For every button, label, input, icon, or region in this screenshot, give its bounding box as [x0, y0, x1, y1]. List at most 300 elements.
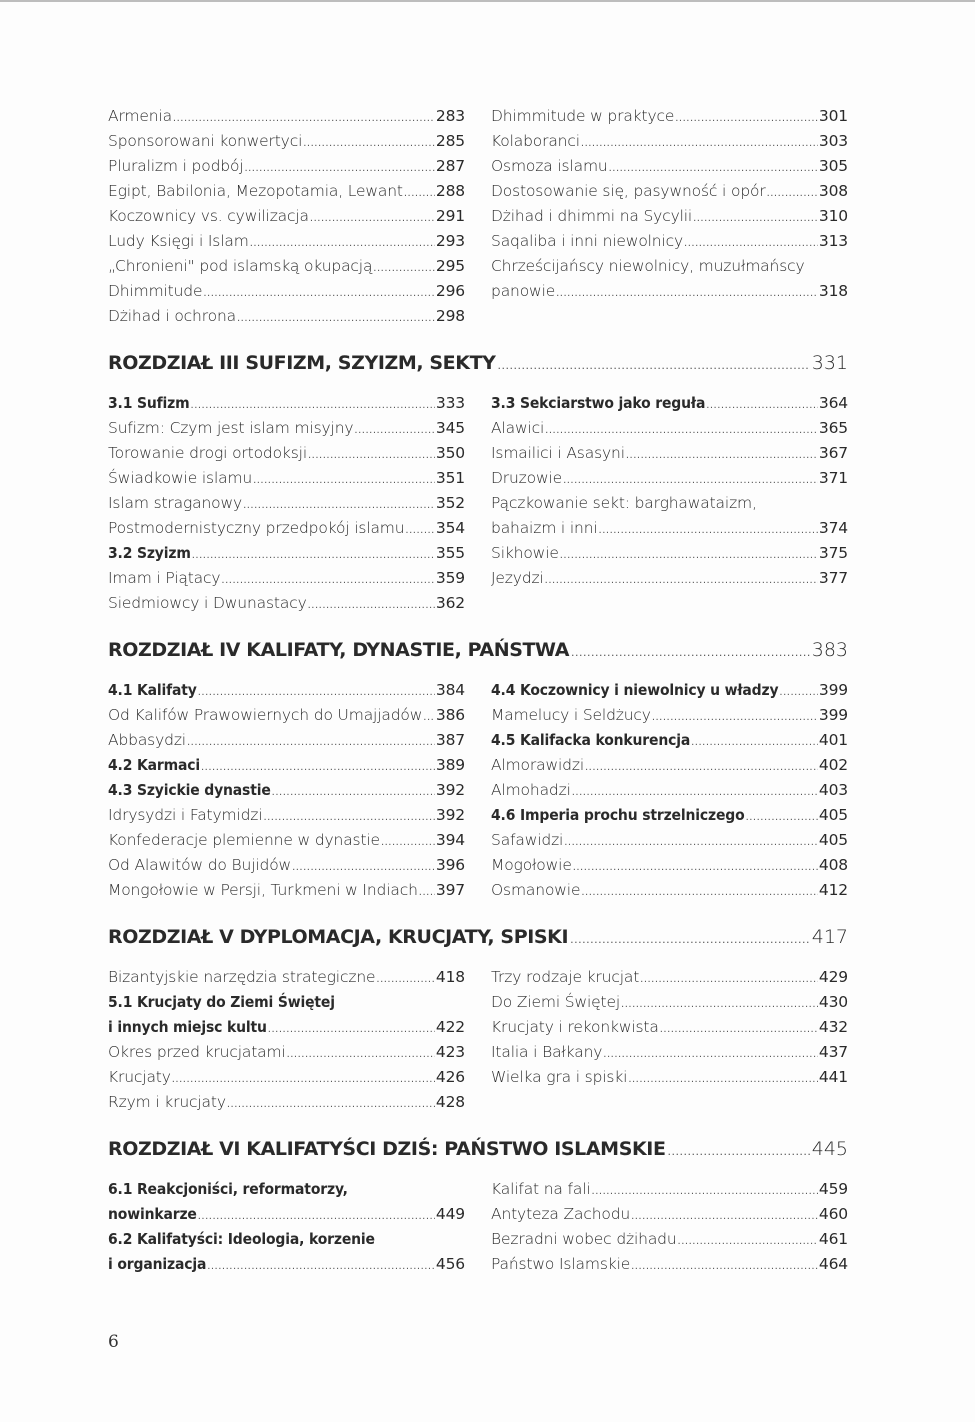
dot-leader	[381, 828, 435, 853]
toc-entry[interactable]	[108, 878, 465, 903]
dot-leader	[419, 878, 435, 903]
entry-page-number: 375	[818, 544, 848, 562]
entry-title: Pączkowanie sekt: barghawataizm,	[491, 494, 757, 512]
entry-page-number: 288	[435, 182, 465, 200]
entry-title: Dżihad i ochrona	[108, 307, 236, 325]
entry-title: Koczownicy vs. cywilizacja	[108, 207, 309, 225]
toc-section-entry[interactable]	[108, 391, 465, 416]
entry-title: Abbasydzi	[108, 731, 186, 749]
chapter-title: ROZDZIAŁ IV KALIFATY, DYNASTIE, PAŃSTWA	[108, 639, 570, 661]
entry-title: Osmoza islamu	[491, 157, 608, 175]
dot-leader	[198, 1202, 435, 1227]
dot-leader	[237, 304, 435, 329]
dot-leader	[287, 1040, 435, 1065]
entry-page-number: 345	[435, 419, 465, 437]
entry-title: 6.2 Kalifatyści: Ideologia, korzenie	[108, 1230, 375, 1248]
dot-leader	[272, 778, 435, 803]
entry-page-number: 291	[435, 207, 465, 225]
entry-page-number: 362	[435, 594, 465, 612]
entry-title: Druzowie	[491, 469, 563, 487]
dot-leader	[560, 541, 818, 566]
entry-page-number: 461	[818, 1230, 848, 1248]
toc-entry[interactable]	[108, 441, 465, 466]
toc-columns	[108, 391, 848, 616]
dot-leader	[640, 965, 818, 990]
dot-leader	[631, 1252, 818, 1277]
chapter-title: ROZDZIAŁ III SUFIZM, SZYIZM, SEKTY	[108, 352, 496, 374]
dot-leader	[581, 129, 818, 154]
entry-page-number: 296	[435, 282, 465, 300]
entry-title: Torowanie drogi ortodoksji	[108, 444, 307, 462]
entry-page-number: 354	[435, 519, 465, 537]
toc-entry[interactable]	[491, 491, 848, 516]
top-rule	[0, 0, 975, 2]
toc-entry[interactable]	[108, 1065, 465, 1090]
entry-page-number: 399	[818, 706, 848, 724]
entry-title: Kolaboranci	[491, 132, 580, 150]
entry-page-number: 318	[818, 282, 848, 300]
toc-entry[interactable]	[491, 541, 848, 566]
toc-entry[interactable]	[108, 591, 465, 616]
dot-leader	[581, 878, 818, 903]
entry-page-number: 374	[818, 519, 848, 537]
chapter-page-number: 417	[811, 926, 848, 948]
entry-title: Mogołowie	[491, 856, 572, 874]
dot-leader	[660, 1015, 818, 1040]
entry-title: Saqaliba i inni niewolnicy	[491, 232, 684, 250]
toc-entry[interactable]	[108, 1090, 465, 1115]
entry-title: „Chronieni" pod islamską okupacją	[108, 257, 373, 275]
dot-leader	[691, 728, 818, 753]
entry-title: Dhimmitude	[108, 282, 203, 300]
toc-columns	[108, 965, 848, 1115]
toc-entry[interactable]	[491, 516, 848, 541]
dot-leader	[303, 129, 435, 154]
toc-entry[interactable]	[108, 566, 465, 591]
entry-title: Wielka gra i spiski	[491, 1068, 628, 1086]
dot-leader	[668, 1135, 810, 1163]
dot-leader	[599, 516, 818, 541]
entry-title: Trzy rodzaje krucjat	[491, 968, 640, 986]
toc-entry[interactable]	[491, 466, 848, 491]
toc-entry[interactable]	[108, 304, 465, 329]
toc-section-entry[interactable]	[491, 678, 848, 703]
entry-title: Siedmiowcy i Dwunastacy	[108, 594, 307, 612]
dot-leader	[592, 1177, 818, 1202]
dot-leader	[310, 204, 435, 229]
toc-section-entry[interactable]	[108, 778, 465, 803]
entry-page-number: 359	[435, 569, 465, 587]
dot-leader	[221, 566, 434, 591]
entry-page-number: 429	[818, 968, 848, 986]
toc-entry[interactable]	[108, 179, 465, 204]
entry-title: Egipt, Babilonia, Mezopotamia, Lewant	[108, 182, 403, 200]
entry-page-number: 377	[818, 569, 848, 587]
dot-leader	[243, 491, 435, 516]
entry-title: Antyteza Zachodu	[491, 1205, 631, 1223]
entry-title: Mongołowie w Persji, Turkmeni w Indiach	[108, 881, 418, 899]
entry-page-number: 394	[435, 831, 465, 849]
dot-leader	[621, 990, 818, 1015]
toc-entry[interactable]	[491, 753, 848, 778]
chapter-heading[interactable]	[108, 349, 848, 377]
dot-leader	[678, 1227, 818, 1252]
dot-leader	[684, 229, 818, 254]
entry-title: Alawici	[491, 419, 545, 437]
toc-column-right	[491, 1177, 848, 1277]
toc-entry[interactable]	[491, 1065, 848, 1090]
entry-title: Ismailici i Asasyni	[491, 444, 625, 462]
entry-page-number: 384	[435, 681, 465, 699]
entry-title: Almohadzi	[491, 781, 571, 799]
toc-entry[interactable]	[491, 1202, 848, 1227]
toc-entry[interactable]	[491, 878, 848, 903]
dot-leader	[563, 466, 818, 491]
entry-title: Safawidzi	[491, 831, 564, 849]
entry-page-number: 293	[435, 232, 465, 250]
entry-page-number: 386	[435, 706, 465, 724]
toc-column-left	[108, 1177, 465, 1277]
toc-entry[interactable]	[491, 1227, 848, 1252]
dot-leader	[173, 104, 435, 129]
entry-page-number: 371	[818, 469, 848, 487]
entry-page-number: 432	[818, 1018, 848, 1036]
chapter-heading[interactable]	[108, 636, 848, 664]
entry-title: Armenia	[108, 107, 172, 125]
entry-title: i innych miejsc kultu	[108, 1018, 267, 1036]
entry-page-number: 449	[435, 1205, 465, 1223]
dot-leader	[244, 154, 434, 179]
dot-leader	[308, 441, 435, 466]
entry-page-number: 352	[435, 494, 465, 512]
toc-entry[interactable]	[491, 1040, 848, 1065]
toc-entry[interactable]	[491, 154, 848, 179]
toc-entry[interactable]	[491, 1177, 848, 1202]
entry-page-number: 460	[818, 1205, 848, 1223]
dot-leader	[172, 1065, 435, 1090]
dot-leader	[626, 441, 818, 466]
dot-leader	[545, 566, 818, 591]
dot-leader	[250, 229, 435, 254]
dot-leader	[192, 541, 435, 566]
entry-page-number: 389	[435, 756, 465, 774]
entry-title: 4.5 Kalifacka konkurencja	[491, 731, 691, 749]
entry-page-number: 405	[818, 806, 848, 824]
toc-entry[interactable]	[491, 703, 848, 728]
toc-entry[interactable]	[108, 129, 465, 154]
chapter-title: ROZDZIAŁ VI KALIFATYŚCI DZIŚ: PAŃSTWO ISLAMSKIE	[108, 1138, 666, 1160]
entry-page-number: 308	[818, 182, 848, 200]
toc-entry[interactable]	[491, 828, 848, 853]
dot-leader	[268, 1015, 435, 1040]
table-of-contents	[108, 104, 848, 1277]
toc-section-entry[interactable]	[108, 1202, 465, 1227]
entry-page-number: 418	[435, 968, 465, 986]
dot-leader	[767, 179, 818, 204]
dot-leader	[631, 1202, 818, 1227]
entry-page-number: 310	[818, 207, 848, 225]
toc-entry[interactable]	[491, 566, 848, 591]
toc-entry[interactable]	[491, 1015, 848, 1040]
dot-leader	[706, 391, 818, 416]
toc-section-entry[interactable]	[491, 803, 848, 828]
toc-section-entry[interactable]	[108, 1227, 465, 1252]
toc-entry[interactable]	[108, 965, 465, 990]
entry-title: 3.2 Szyizm	[108, 544, 191, 562]
entry-title: Krucjaty i rekonkwista	[491, 1018, 659, 1036]
chapter-heading[interactable]	[108, 1135, 848, 1163]
entry-title: 4.2 Karmaci	[108, 756, 200, 774]
dot-leader	[564, 828, 818, 853]
toc-column-right	[491, 678, 848, 903]
entry-title: Bezradni wobec dżihadu	[491, 1230, 677, 1248]
toc-entry[interactable]	[108, 104, 465, 129]
entry-page-number: 426	[435, 1068, 465, 1086]
dot-leader	[203, 279, 435, 304]
toc-section-entry[interactable]	[491, 728, 848, 753]
toc-entry[interactable]	[491, 965, 848, 990]
dot-leader	[376, 965, 434, 990]
entry-page-number: 387	[435, 731, 465, 749]
entry-title: Dostosowanie się, pasywność i opór	[491, 182, 766, 200]
entry-title: Konfederacje plemienne w dynastie	[108, 831, 380, 849]
dot-leader	[263, 803, 434, 828]
entry-page-number: 397	[435, 881, 465, 899]
entry-page-number: 364	[818, 394, 848, 412]
entry-page-number: 405	[818, 831, 848, 849]
entry-title: Od Alawitów do Bujidów	[108, 856, 292, 874]
dot-leader	[652, 703, 818, 728]
toc-section-entry[interactable]	[108, 1177, 465, 1202]
entry-title: Osmanowie	[491, 881, 581, 899]
toc-entry[interactable]	[491, 853, 848, 878]
dot-leader	[628, 1065, 818, 1090]
dot-leader	[570, 923, 810, 951]
toc-entry[interactable]	[491, 129, 848, 154]
toc-section-entry[interactable]	[491, 391, 848, 416]
chapter-title: ROZDZIAŁ V DYPLOMACJA, KRUCJATY, SPISKI	[108, 926, 569, 948]
toc-entry[interactable]	[108, 229, 465, 254]
entry-title: Jezydzi	[491, 569, 544, 587]
entry-page-number: 350	[435, 444, 465, 462]
dot-leader	[354, 416, 434, 441]
chapter-page-number: 383	[811, 639, 848, 661]
toc-entry[interactable]	[108, 703, 465, 728]
dot-leader	[779, 678, 817, 703]
dot-leader	[746, 803, 818, 828]
toc-section-entry[interactable]	[108, 753, 465, 778]
entry-page-number: 399	[818, 681, 848, 699]
dot-leader	[253, 466, 435, 491]
toc-entry[interactable]	[108, 1040, 465, 1065]
entry-page-number: 283	[435, 107, 465, 125]
entry-page-number: 401	[818, 731, 848, 749]
entry-page-number: 367	[818, 444, 848, 462]
entry-page-number: 412	[818, 881, 848, 899]
entry-page-number: 301	[818, 107, 848, 125]
chapter-page-number: 331	[811, 352, 848, 374]
toc-column-left	[108, 965, 465, 1115]
entry-page-number: 365	[818, 419, 848, 437]
entry-title: 4.6 Imperia prochu strzelniczego	[491, 806, 745, 824]
toc-entry[interactable]	[108, 803, 465, 828]
toc-entry[interactable]	[491, 254, 848, 279]
entry-title: Sikhowie	[491, 544, 559, 562]
dot-leader	[585, 753, 818, 778]
toc-entry[interactable]	[108, 254, 465, 279]
entry-page-number: 437	[818, 1043, 848, 1061]
entry-title: Bizantyjskie narzędzia strategiczne	[108, 968, 376, 986]
toc-entry[interactable]	[491, 1252, 848, 1277]
entry-title: Dżihad i dhimmi na Sycylii	[491, 207, 693, 225]
toc-entry[interactable]	[491, 104, 848, 129]
entry-page-number: 333	[435, 394, 465, 412]
toc-entry[interactable]	[491, 179, 848, 204]
entry-title: Dhimmitude w praktyce	[491, 107, 675, 125]
toc-column-right	[491, 391, 848, 616]
dot-leader	[609, 154, 818, 179]
toc-entry[interactable]	[108, 491, 465, 516]
entry-page-number: 285	[435, 132, 465, 150]
entry-page-number: 430	[818, 993, 848, 1011]
entry-title: Pluralizm i podbój	[108, 157, 244, 175]
toc-entry[interactable]	[108, 853, 465, 878]
entry-title: Islam straganowy	[108, 494, 243, 512]
dot-leader	[603, 1040, 818, 1065]
toc-entry[interactable]	[108, 154, 465, 179]
entry-title: bahaizm i inni	[491, 519, 598, 537]
entry-page-number: 305	[818, 157, 848, 175]
toc-entry[interactable]	[108, 828, 465, 853]
dot-leader	[693, 204, 818, 229]
toc-columns	[108, 678, 848, 903]
entry-title: Sponsorowani konwertyci	[108, 132, 303, 150]
toc-section-entry[interactable]	[108, 990, 465, 1015]
entry-title: 4.3 Szyickie dynastie	[108, 781, 271, 799]
entry-title: 3.3 Sekciarstwo jako reguła	[491, 394, 706, 412]
entry-page-number: 423	[435, 1043, 465, 1061]
entry-page-number: 351	[435, 469, 465, 487]
entry-title: Sufizm: Czym jest islam misyjny	[108, 419, 354, 437]
entry-title: Kalifat na fali	[491, 1180, 591, 1198]
toc-section-entry[interactable]	[108, 1252, 465, 1277]
dot-leader	[572, 778, 818, 803]
entry-title: i organizacja	[108, 1255, 207, 1273]
entry-page-number: 396	[435, 856, 465, 874]
dot-leader	[571, 636, 810, 664]
entry-page-number: 402	[818, 756, 848, 774]
chapter-heading[interactable]	[108, 923, 848, 951]
toc-entry[interactable]	[108, 516, 465, 541]
entry-page-number: 441	[818, 1068, 848, 1086]
entry-title: 6.1 Reakcjoniści, reformatorzy,	[108, 1180, 348, 1198]
entry-page-number: 287	[435, 157, 465, 175]
entry-title: Chrześcijańscy niewolnicy, muzułmańscy	[491, 257, 805, 275]
toc-columns	[108, 1177, 848, 1277]
dot-leader	[227, 1090, 435, 1115]
entry-title: Mamelucy i Seldżucy	[491, 706, 651, 724]
entry-page-number: 295	[435, 257, 465, 275]
toc-entry[interactable]	[491, 204, 848, 229]
entry-title: nowinkarze	[108, 1205, 197, 1223]
entry-page-number: 464	[818, 1255, 848, 1273]
entry-page-number: 422	[435, 1018, 465, 1036]
entry-page-number: 459	[818, 1180, 848, 1198]
entry-title: panowie	[491, 282, 556, 300]
toc-column-left	[108, 391, 465, 616]
entry-title: Państwo Islamskie	[491, 1255, 631, 1273]
toc-column-left	[108, 678, 465, 903]
entry-page-number: 428	[435, 1093, 465, 1111]
dot-leader	[423, 703, 435, 728]
toc-section-entry[interactable]	[108, 1015, 465, 1040]
entry-page-number: 392	[435, 781, 465, 799]
entry-title: Postmodernistyczny przedpokój islamu	[108, 519, 405, 537]
toc-entry[interactable]	[108, 279, 465, 304]
toc-entry[interactable]	[491, 990, 848, 1015]
dot-leader	[404, 179, 435, 204]
dot-leader	[405, 516, 434, 541]
toc-column-right	[491, 965, 848, 1115]
dot-leader	[198, 678, 435, 703]
entry-title: Świadkowie islamu	[108, 469, 253, 487]
dot-leader	[187, 728, 435, 753]
toc-column-left	[108, 104, 465, 329]
dot-leader	[292, 853, 435, 878]
entry-page-number: 456	[435, 1255, 465, 1273]
toc-entry[interactable]	[108, 204, 465, 229]
entry-page-number: 355	[435, 544, 465, 562]
toc-entry[interactable]	[491, 279, 848, 304]
toc-entry[interactable]	[108, 466, 465, 491]
toc-entry[interactable]	[491, 416, 848, 441]
entry-title: Idrysydzi i Fatymidzi	[108, 806, 263, 824]
entry-title: Italia i Bałkany	[491, 1043, 603, 1061]
entry-page-number: 392	[435, 806, 465, 824]
toc-entry[interactable]	[491, 778, 848, 803]
entry-title: 5.1 Krucjaty do Ziemi Świętej	[108, 993, 335, 1011]
toc-entry[interactable]	[491, 229, 848, 254]
chapter-page-number: 445	[811, 1138, 848, 1160]
toc-entry[interactable]	[491, 441, 848, 466]
entry-title: Ludy Księgi i Islam	[108, 232, 249, 250]
entry-title: Imam i Piątacy	[108, 569, 221, 587]
toc-columns	[108, 104, 848, 329]
toc-column-right	[491, 104, 848, 329]
dot-leader	[201, 753, 435, 778]
dot-leader	[545, 416, 818, 441]
page-number: 6	[108, 1332, 119, 1352]
entry-title: 4.1 Kalifaty	[108, 681, 197, 699]
entry-page-number: 303	[818, 132, 848, 150]
toc-entry[interactable]	[108, 728, 465, 753]
toc-section-entry[interactable]	[108, 541, 465, 566]
entry-page-number: 313	[818, 232, 848, 250]
dot-leader	[556, 279, 818, 304]
entry-title: Od Kalifów Prawowiernych do Umajjadów	[108, 706, 423, 724]
dot-leader	[675, 104, 818, 129]
toc-section-entry[interactable]	[108, 678, 465, 703]
dot-leader	[207, 1252, 435, 1277]
dot-leader	[373, 254, 435, 279]
entry-title: Almorawidzi	[491, 756, 584, 774]
entry-title: 3.1 Sufizm	[108, 394, 190, 412]
entry-page-number: 298	[435, 307, 465, 325]
entry-title: Rzym i krucjaty	[108, 1093, 226, 1111]
toc-entry[interactable]	[108, 416, 465, 441]
entry-title: Krucjaty	[108, 1068, 171, 1086]
entry-title: 4.4 Koczownicy i niewolnicy u władzy	[491, 681, 779, 699]
